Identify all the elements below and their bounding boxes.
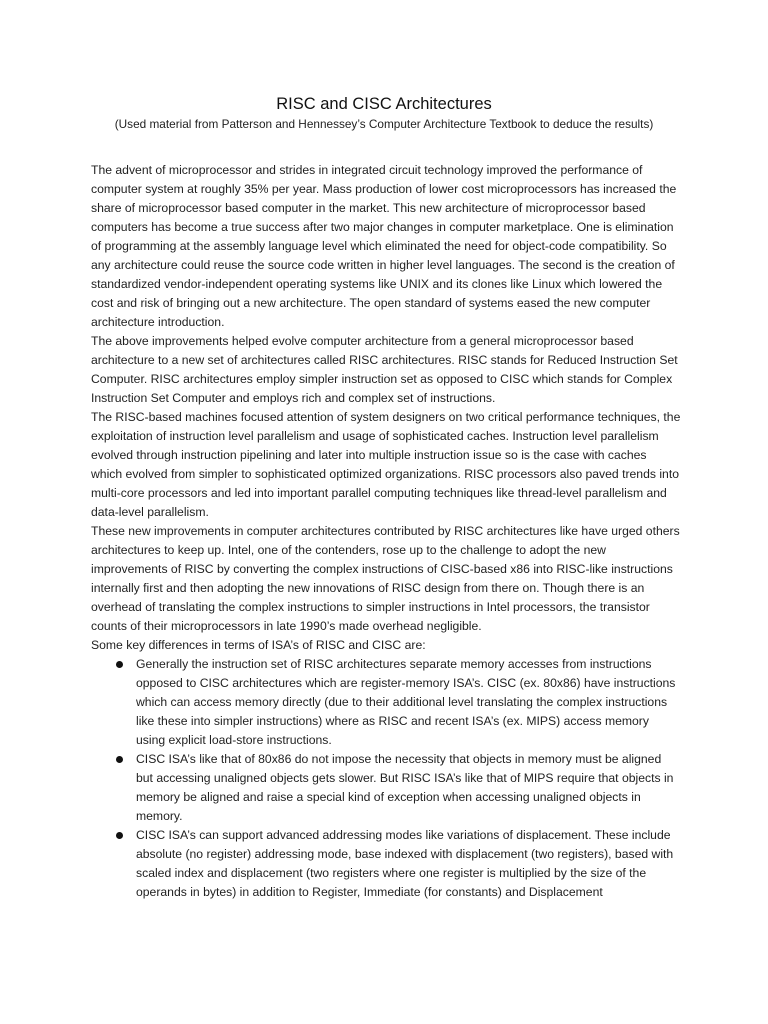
document-subtitle: (Used material from Patterson and Hennessey’s Computer Architecture Textbook to deduce the results) xyxy=(114,117,654,131)
bullet-icon xyxy=(116,661,123,668)
list-item-text: CISC ISA’s can support advanced addressing modes like variations of displacement. These include absolute (no register) addressing mode, base indexed with displacement (two registers), based with scaled index and displacement (two registers where one register is multiplied by the size of the operands in bytes) in addition to Register, Immediate (for constants) and Displacement xyxy=(136,828,674,899)
document-title: RISC and CISC Architectures xyxy=(276,95,492,113)
paragraph-risc-definition: The above improvements helped evolve computer architecture from a general microprocessor based architecture to a new set of architectures called RISC architectures. RISC stands for Reduced Instruction Set Computer. RISC architectures employ simpler instruction set as opposed to CISC which stands for Complex Instruction Set Computer and employs rich and complex set of instructions. xyxy=(91,334,678,405)
list-item-text: CISC ISA’s like that of 80x86 do not impose the necessity that objects in memory must be aligned but accessing unaligned objects gets slower. But RISC ISA’s like that of MIPS require that objects in memory be aligned and raise a special kind of exception when accessing unaligned objects in memory. xyxy=(136,752,674,823)
list-item xyxy=(91,750,681,826)
paragraph-intro: The advent of microprocessor and strides in integrated circuit technology improved the performance of computer system at roughly 35% per year. Mass production of lower cost microprocessors has increased the share of microprocessor based computer in the market. This new architecture of microprocessor based computers has become a true success after two major changes in computer marketplace. One is elimination of programming at the assembly language level which eliminated the need for object-code compatibility. So any architecture could reuse the source code written in higher level languages. The second is the creation of standardized vendor-independent operating systems like UNIX and its clones like Linux which lowered the cost and risk of bringing out a new architecture. The open standard of systems eased the new computer architecture introduction. xyxy=(91,163,677,329)
bullet-icon xyxy=(116,832,123,839)
document-body xyxy=(91,161,681,902)
differences-list xyxy=(91,655,681,902)
list-item xyxy=(91,826,681,902)
paragraph-intel-adoption: These new improvements in computer architectures contributed by RISC architectures like have urged others architectures to keep up. Intel, one of the contenders, rose up to the challenge to adopt the new improvements of RISC by converting the complex instructions of CISC-based x86 into RISC-like instructions internally first and then adopting the new innovations of RISC design from there on. Though there is an overhead of translating the complex instructions to simpler instructions in Intel processors, the transistor counts of their microprocessors in late 1990’s made overhead negligible. xyxy=(91,524,680,633)
bullet-icon xyxy=(116,756,123,763)
list-item-text: Generally the instruction set of RISC architectures separate memory accesses from instructions opposed to CISC architectures which are register-memory ISA’s. CISC (ex. 80x86) have instructions which can access memory directly (due to their additional level translating the complex instructions like these into simpler instructions) where as RISC and recent ISA’s (ex. MIPS) access memory using explicit load-store instructions. xyxy=(136,657,676,747)
paragraph-risc-techniques: The RISC-based machines focused attention of system designers on two critical performance techniques, the exploitation of instruction level parallelism and usage of sophisticated caches. Instruction level parallelism evolved through instruction pipelining and later into multiple instruction issue so is the case with caches which evolved from simpler to sophisticated optimized organizations. RISC processors also paved trends into multi-core processors and led into important parallel computing techniques like thread-level parallelism and data-level parallelism. xyxy=(91,410,681,519)
paragraph-key-differences-intro: Some key differences in terms of ISA’s of RISC and CISC are: xyxy=(91,638,426,652)
list-item xyxy=(91,655,681,750)
